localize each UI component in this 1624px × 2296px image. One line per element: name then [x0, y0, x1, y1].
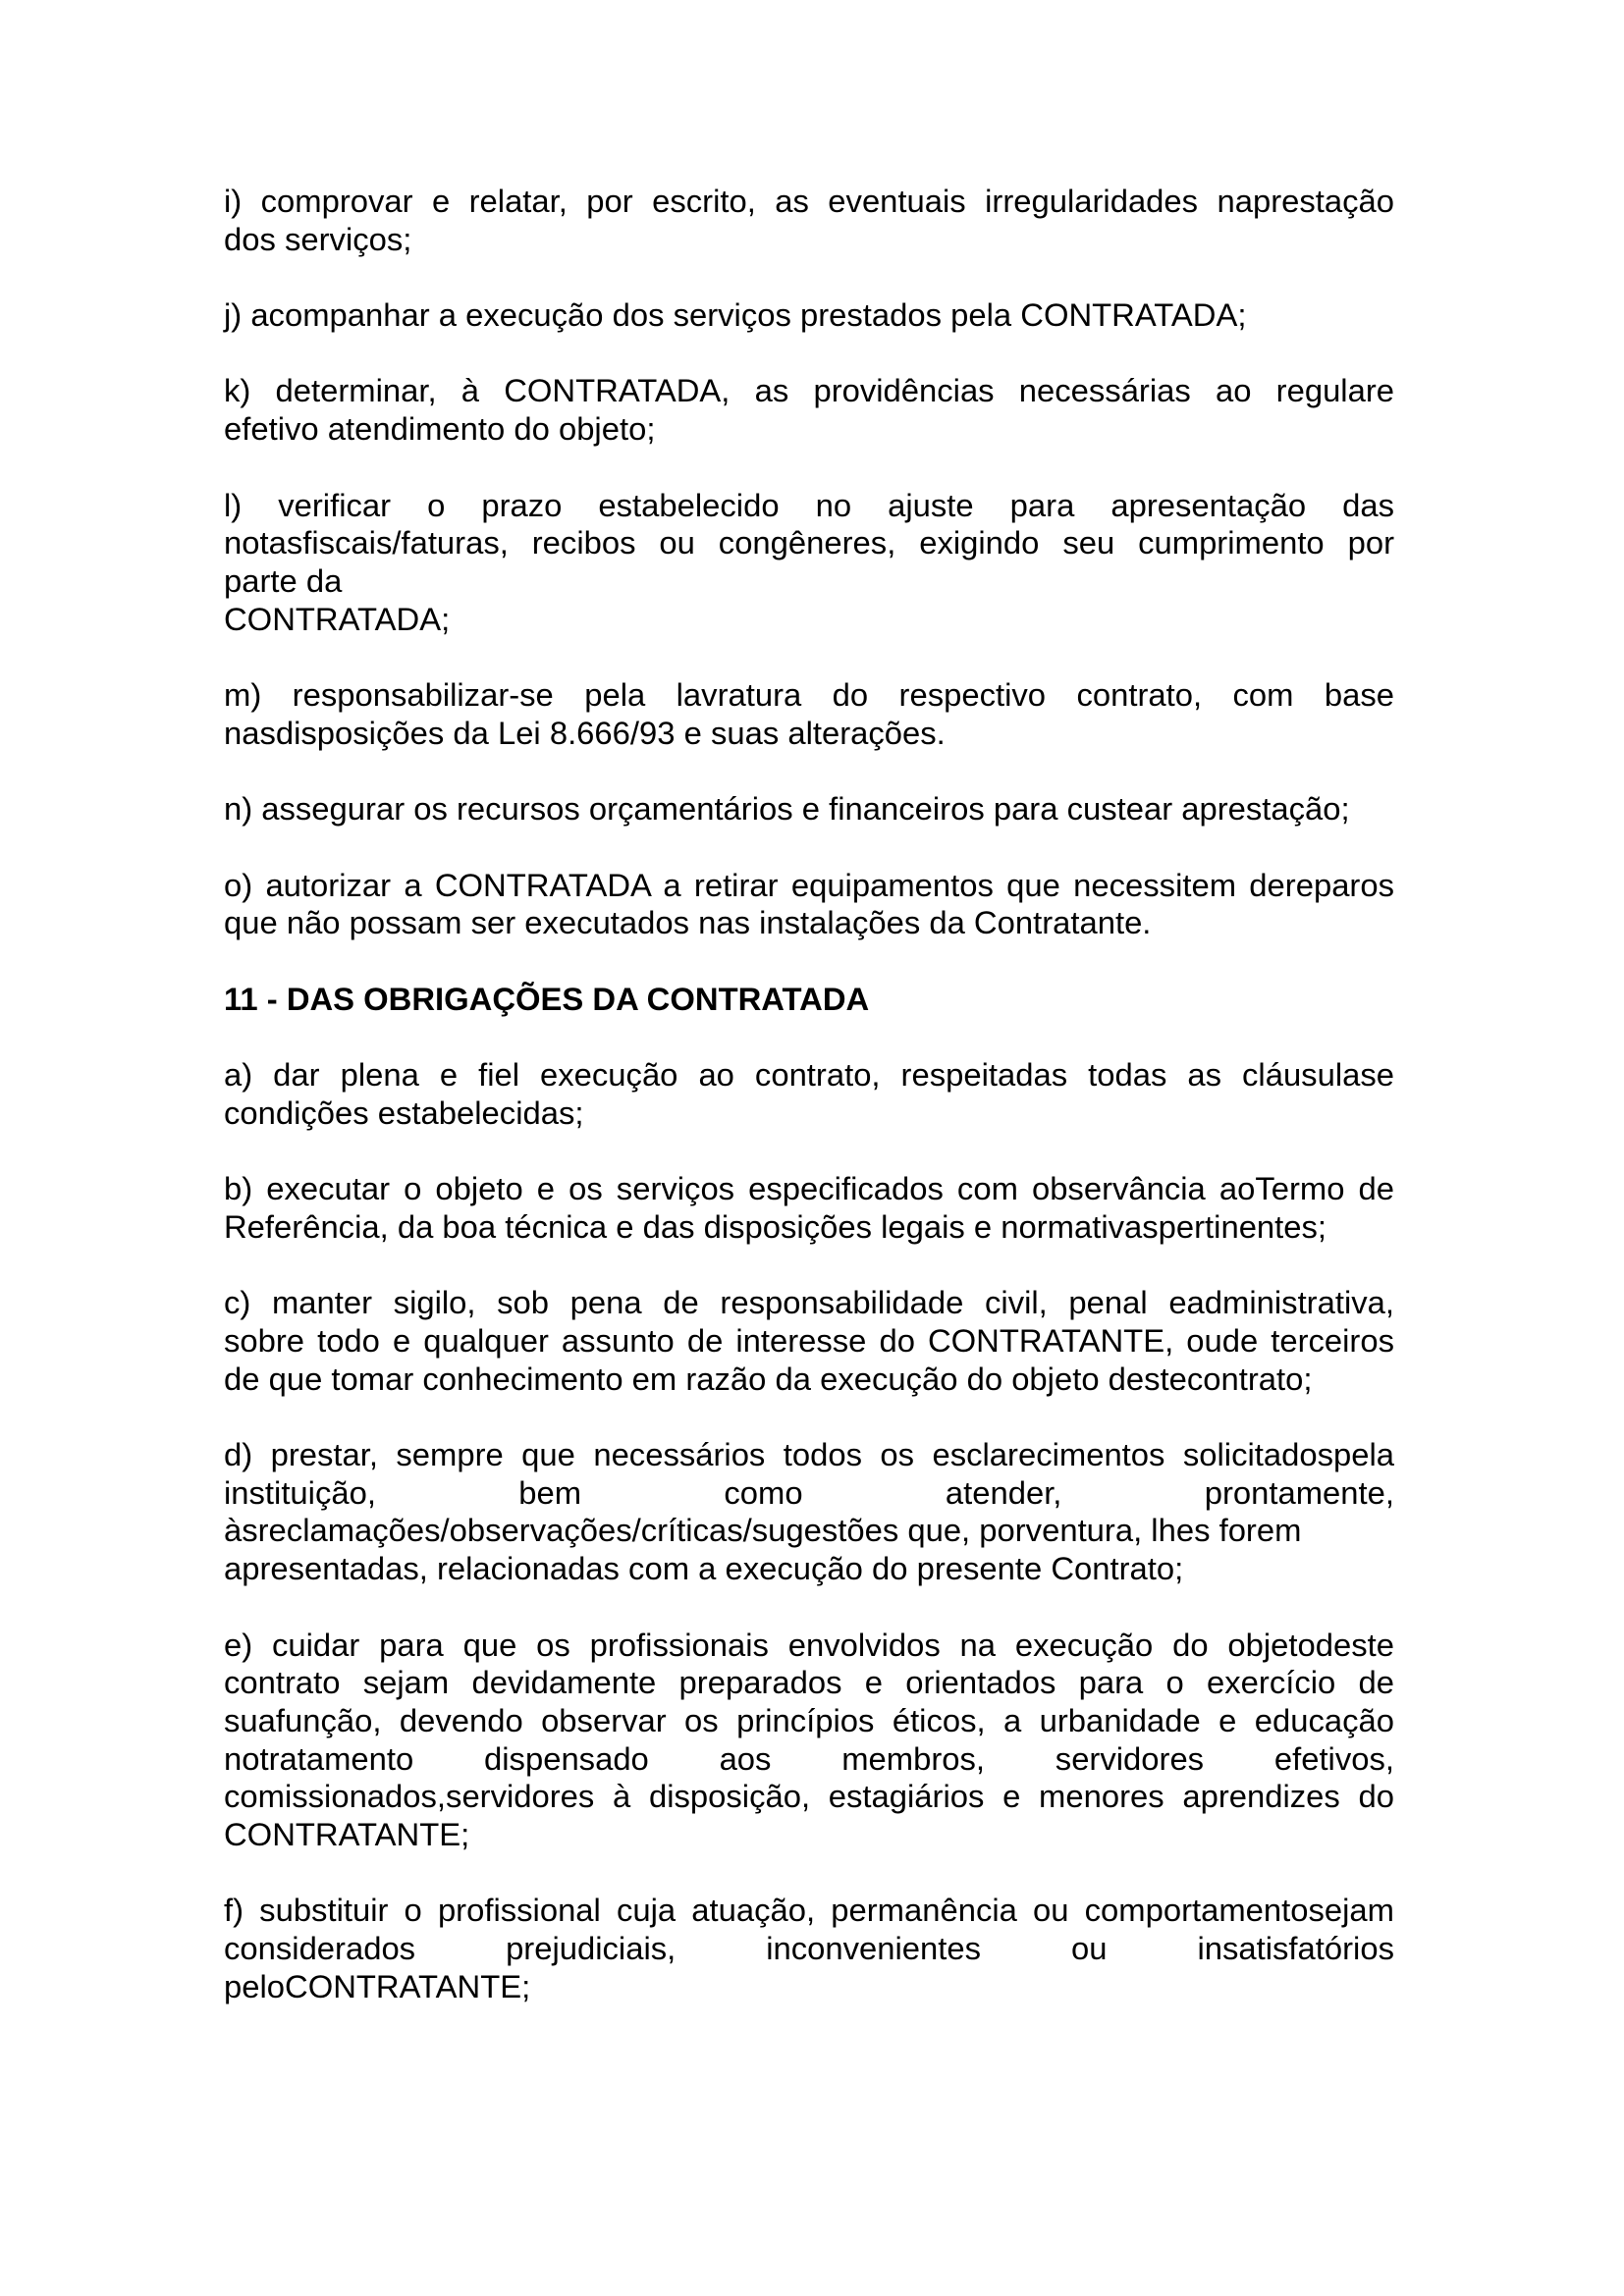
text-line: n) assegurar os recursos orçamentários e financeiros para custear aprestação; — [224, 790, 1350, 828]
text-line: j) acompanhar a execução dos serviços prestados pela CONTRATADA; — [224, 296, 1247, 334]
text-line: que não possam ser executados nas instalações da Contratante. — [224, 904, 1152, 941]
text-line: notasfiscais/faturas, recibos ou congêneres, exigindo seu cumprimento por — [224, 524, 1394, 561]
clause-l — [224, 487, 1394, 639]
text-line: c) manter sigilo, sob pena de responsabilidade civil, penal eadministrativa, — [224, 1284, 1394, 1321]
text-line: l) verificar o prazo estabelecido no ajuste para apresentação das — [224, 486, 1394, 523]
text-line: d) prestar, sempre que necessários todos os esclarecimentos solicitadospela — [224, 1436, 1394, 1473]
text-line: notratamento dispensado aos membros, servidores efetivos, — [224, 1739, 1394, 1777]
clause-a — [224, 1056, 1394, 1132]
text-line: nasdisposições da Lei 8.666/93 e suas alterações. — [224, 714, 946, 751]
text-line: i) comprovar e relatar, por escrito, as eventuais irregularidades naprestação — [224, 183, 1394, 219]
clause-e — [224, 1627, 1394, 1854]
section-heading-11 — [224, 981, 1394, 1019]
text-line: CONTRATADA; — [224, 600, 451, 637]
clause-o — [224, 867, 1394, 942]
text-line: 11 - DAS OBRIGAÇÕES DA CONTRATADA — [224, 980, 870, 1017]
text-line: CONTRATANTE; — [224, 1816, 470, 1853]
clause-i — [224, 183, 1394, 258]
text-line: f) substituir o profissional cuja atuação, permanência ou comportamentosejam — [224, 1892, 1394, 1929]
clause-k — [224, 372, 1394, 448]
text-line: a) dar plena e fiel execução ao contrato, respeitadas todas as cláusulase — [224, 1056, 1394, 1094]
text-line: k) determinar, à CONTRATADA, as providências necessárias ao regulare — [224, 372, 1394, 409]
text-line: de que tomar conhecimento em razão da execução do objeto destecontrato; — [224, 1360, 1313, 1397]
text-line: m) responsabilizar-se pela lavratura do respectivo contrato, com base — [224, 676, 1394, 714]
text-line: efetivo atendimento do objeto; — [224, 410, 656, 448]
clause-c — [224, 1284, 1394, 1398]
text-line: condições estabelecidas; — [224, 1094, 584, 1131]
document-text-block — [224, 183, 1394, 2044]
text-line: e) cuidar para que os profissionais envolvidos na execução do objetodeste — [224, 1626, 1394, 1663]
clause-f — [224, 1892, 1394, 2005]
clause-m — [224, 676, 1394, 752]
text-line: considerados prejudiciais, inconvenientes ou insatisfatórios — [224, 1930, 1394, 1967]
text-line: comissionados,servidores à disposição, estagiários e menores aprendizes do — [224, 1778, 1394, 1815]
text-line: contrato sejam devidamente preparados e orientados para o exercício de — [224, 1664, 1394, 1701]
text-line: apresentadas, relacionadas com a execução do presente Contrato; — [224, 1550, 1184, 1587]
text-line: b) executar o objeto e os serviços especificados com observância aoTermo de — [224, 1170, 1394, 1207]
clause-n — [224, 790, 1394, 828]
text-line: suafunção, devendo observar os princípios éticos, a urbanidade e educação — [224, 1701, 1394, 1738]
clause-j — [224, 296, 1394, 335]
text-line: parte da — [224, 561, 343, 599]
text-line: sobre todo e qualquer assunto de interesse do CONTRATANTE, oude terceiros — [224, 1321, 1394, 1359]
clause-b — [224, 1170, 1394, 1246]
text-line: dos serviços; — [224, 220, 412, 257]
text-line: instituição, bem como atender, prontamente, — [224, 1473, 1394, 1511]
text-line: Referência, da boa técnica e das disposições legais e normativaspertinentes; — [224, 1207, 1327, 1245]
text-line: o) autorizar a CONTRATADA a retirar equipamentos que necessitem dereparos — [224, 866, 1394, 903]
text-line: àsreclamações/observações/críticas/sugestões que, porventura, lhes forem — [224, 1512, 1302, 1549]
clause-d — [224, 1436, 1394, 1588]
text-line: peloCONTRATANTE; — [224, 1967, 531, 2004]
